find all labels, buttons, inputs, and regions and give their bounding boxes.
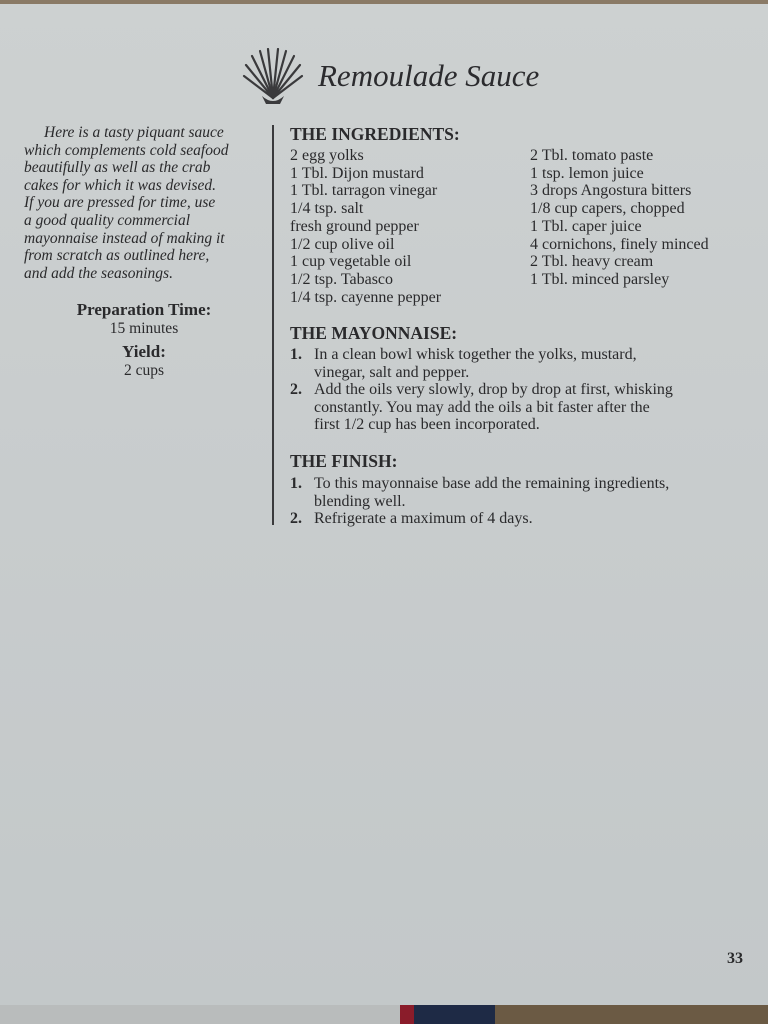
column-divider [272, 125, 274, 525]
step-number: 1. [290, 346, 302, 363]
step-number: 1. [290, 475, 302, 492]
ingredient: 1 Tbl. minced parsley [530, 270, 670, 288]
step [290, 346, 760, 381]
step-line: To this mayonnaise base add the remaining ingredients, [314, 475, 670, 492]
intro-line: cakes for which it was devised. [24, 176, 216, 194]
ingredient: fresh ground pepper [290, 217, 419, 235]
book-spine-label [400, 1005, 414, 1024]
step-line: In a clean bowl whisk together the yolks, mustard, [314, 346, 637, 363]
ingredient: 1 tsp. lemon juice [530, 164, 644, 182]
step [290, 510, 760, 528]
page-top-edge [0, 0, 768, 4]
prep-time-label: Preparation Time: [76, 300, 212, 319]
ingredients-list-2 [530, 147, 709, 289]
underlying-page [0, 1005, 400, 1024]
step [290, 381, 760, 434]
mayonnaise-heading: THE MAYONNAISE: [290, 323, 458, 343]
finish-heading: THE FINISH: [290, 451, 398, 471]
yield-label: Yield: [122, 342, 166, 361]
intro-line: If you are pressed for time, use [24, 194, 216, 212]
step-line: Add the oils very slowly, drop by drop at first, whisking [314, 381, 673, 398]
ingredient: 1/4 tsp. cayenne pepper [290, 288, 442, 306]
step-line: constantly. You may add the oils a bit faster after the [314, 398, 650, 416]
ingredients-heading: THE INGREDIENTS: [290, 124, 460, 144]
step [290, 475, 760, 510]
ingredient: 2 Tbl. heavy cream [530, 253, 654, 271]
step-line: blending well. [314, 492, 406, 510]
ingredient: 1/8 cup capers, chopped [530, 200, 685, 218]
yield [24, 342, 264, 380]
step-line: vinegar, salt and pepper. [314, 363, 470, 381]
ingredient: 4 cornichons, finely minced [530, 235, 709, 253]
step-number: 2. [290, 510, 302, 527]
prep-time-value: 15 minutes [109, 320, 179, 337]
ingredient: 3 drops Angostura bitters [530, 182, 692, 200]
ingredient: 1 Tbl. caper juice [530, 217, 642, 235]
intro-line: a good quality commercial [24, 211, 191, 229]
step-line: Refrigerate a maximum of 4 days. [314, 510, 533, 527]
ingredient: 1 Tbl. Dijon mustard [290, 164, 424, 182]
scallop-shell-icon [240, 48, 306, 106]
ingredient: 2 egg yolks [290, 147, 364, 164]
ingredient: 2 Tbl. tomato paste [530, 147, 654, 164]
yield-value: 2 cups [123, 362, 165, 379]
page-number: 33 [727, 950, 743, 967]
intro-line: mayonnaise instead of making it [24, 229, 225, 247]
ingredients-list-1 [290, 147, 441, 306]
mayonnaise-steps [290, 346, 760, 434]
intro-line: Here is a tasty piquant sauce [44, 124, 224, 141]
intro-text [24, 124, 264, 282]
intro-line: which complements cold seafood [24, 141, 229, 159]
ingredient: 1/2 cup olive oil [290, 235, 395, 253]
ingredient: 1/2 tsp. Tabasco [290, 270, 394, 288]
ingredient: 1 cup vegetable oil [290, 253, 412, 271]
recipe-title: Remoulade Sauce [318, 58, 540, 93]
ingredient: 1/4 tsp. salt [290, 200, 364, 218]
ingredient: 1 Tbl. tarragon vinegar [290, 182, 438, 200]
step-number: 2. [290, 381, 302, 398]
prep-time [24, 300, 264, 338]
step-line: first 1/2 cup has been incorporated. [314, 416, 540, 433]
background-surface [0, 1005, 768, 1024]
intro-line: from scratch as outlined here, [24, 247, 210, 265]
intro-line: beautifully as well as the crab [24, 159, 211, 177]
intro-line: and add the seasonings. [24, 264, 173, 282]
underlying-book [400, 1005, 495, 1024]
finish-steps [290, 475, 760, 528]
